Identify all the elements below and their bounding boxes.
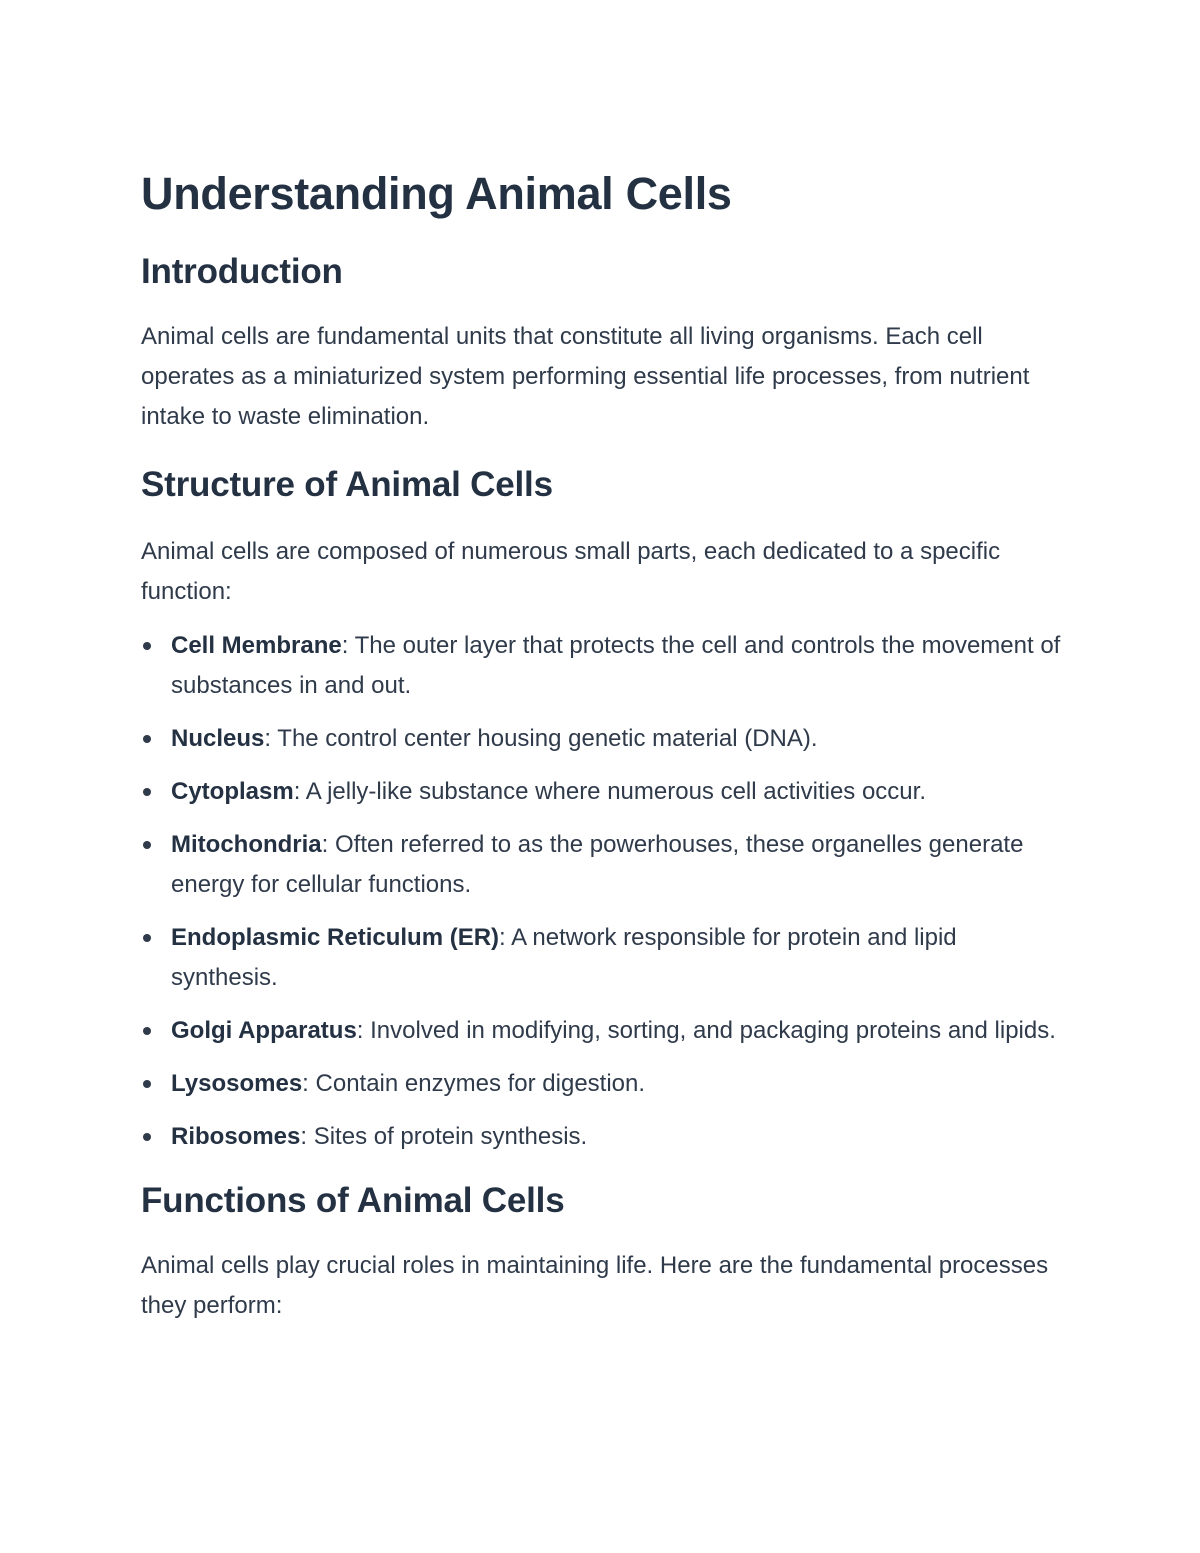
bullet-icon xyxy=(143,934,151,942)
bullet-icon xyxy=(143,642,151,650)
section-heading-functions: Functions of Animal Cells xyxy=(141,1181,565,1220)
list-item-term: Nucleus xyxy=(171,725,265,752)
list-item xyxy=(141,772,1061,812)
list-item-separator: : xyxy=(321,831,335,858)
list-item-description: Sites of protein synthesis. xyxy=(313,1123,588,1150)
list-item-separator: : xyxy=(293,778,306,805)
list-item-separator: : xyxy=(300,1123,314,1150)
bullet-icon xyxy=(143,1027,151,1035)
bullet-icon xyxy=(143,788,151,796)
list-item-description: A network responsible for protein and lipid synthesis. xyxy=(171,924,957,991)
list-item xyxy=(141,1117,1061,1157)
list-item-description: The outer layer that protects the cell and controls the movement of substances in and out. xyxy=(171,632,1061,699)
list-item-separator: : xyxy=(302,1070,316,1097)
list-item-description: The control center housing genetic material (DNA). xyxy=(277,725,818,752)
introduction-paragraph: Animal cells are fundamental units that constitute all living organisms. Each cell operates as a miniaturized system performing essential life processes, from nutrient intake to waste elimination. xyxy=(141,323,1030,430)
list-item-term: Cell Membrane xyxy=(171,632,342,659)
list-item xyxy=(141,626,1061,706)
list-item xyxy=(141,918,1061,998)
list-item xyxy=(141,1064,1061,1104)
list-item xyxy=(141,719,1061,759)
list-item-separator: : xyxy=(356,1017,371,1044)
list-item-term: Ribosomes xyxy=(171,1123,301,1150)
document-title: Understanding Animal Cells xyxy=(141,168,732,219)
bullet-icon xyxy=(143,1080,151,1088)
list-item-description: Contain enzymes for digestion. xyxy=(315,1070,646,1097)
structure-paragraph: Animal cells are composed of numerous small parts, each dedicated to a specific function: xyxy=(141,538,1001,605)
list-item-separator: : xyxy=(499,924,512,951)
bullet-icon xyxy=(143,1133,151,1141)
list-item-term: Lysosomes xyxy=(171,1070,303,1097)
section-heading-structure: Structure of Animal Cells xyxy=(141,465,553,504)
list-item-description: Involved in modifying, sorting, and packaging proteins and lipids. xyxy=(370,1017,1056,1044)
list-item-description: Often referred to as the powerhouses, these organelles generate energy for cellular functions. xyxy=(171,831,1024,898)
document-page xyxy=(141,160,1061,1326)
list-item-term: Cytoplasm xyxy=(171,778,294,805)
list-item xyxy=(141,825,1061,905)
section-heading-introduction: Introduction xyxy=(141,252,343,291)
bullet-icon xyxy=(143,735,151,743)
list-item-separator: : xyxy=(341,632,355,659)
list-item-term: Golgi Apparatus xyxy=(171,1017,357,1044)
list-item-term: Endoplasmic Reticulum (ER) xyxy=(171,924,500,951)
functions-paragraph: Animal cells play crucial roles in maintaining life. Here are the fundamental processes they perform: xyxy=(141,1252,1049,1319)
bullet-icon xyxy=(143,841,151,849)
list-item-description: A jelly-like substance where numerous cell activities occur. xyxy=(305,778,926,805)
organelle-list xyxy=(141,626,1061,1157)
list-item-separator: : xyxy=(264,725,278,752)
list-item xyxy=(141,1011,1061,1051)
list-item-term: Mitochondria xyxy=(171,831,322,858)
